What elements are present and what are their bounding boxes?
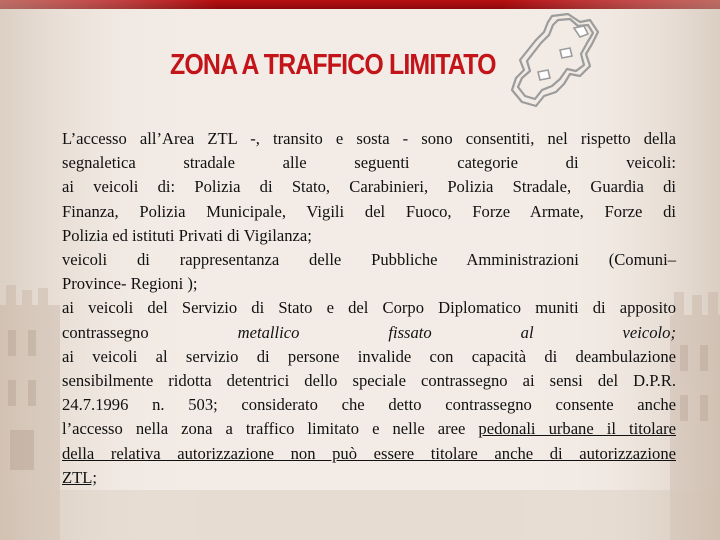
disabled-line-4-underlined: pedonali urbane il titolare: [478, 419, 676, 439]
page-title: ZONA A TRAFFICO LIMITATO: [170, 49, 496, 81]
disabled-line-2: sensibilmente ridotta detentrici dello speciale contrassegno ai sensi del D.P.R.: [62, 371, 676, 391]
disabled-line-4: [62, 417, 676, 441]
intro-line-1: L’accesso all’Area ZTL -, transito e sosta - sono consentiti, nel rispetto della: [62, 129, 676, 148]
administration-line-2: Province- Regioni );: [62, 274, 198, 294]
diplomatic-line-2-italic: metallico fissato al veicolo;: [237, 322, 676, 342]
disabled-line-6: ZTL;: [62, 467, 98, 487]
disabled-line-5: della relativa autorizzazione non può essere titolare anche di autorizzazione: [62, 443, 676, 463]
administration-line-1: veicoli di rappresentanza delle Pubbliche Amministrazioni (Comuni–: [62, 250, 676, 270]
disabled-line-4-plain: l’accesso nella zona a traffico limitato e nelle aree: [62, 419, 466, 439]
police-line-3: Polizia ed istituti Privati di Vigilanza;: [62, 225, 312, 245]
police-line-1: ai veicoli di: Polizia di Stato, Carabinieri, Polizia Stradale, Guardia di: [62, 177, 676, 197]
disabled-line-3: 24.7.1996 n. 503; considerato che detto contrassegno consente anche: [62, 395, 676, 415]
map-outline-icon: [500, 10, 612, 114]
disabled-line-1: ai veicoli al servizio di persone invalide con capacità di deambulazione: [62, 346, 676, 366]
intro-line-2: segnaletica stradale alle seguenti categorie di veicoli:: [62, 153, 676, 173]
diplomatic-line-2: [62, 321, 676, 345]
diplomatic-line-1: ai veicoli del Servizio di Stato e del Corpo Diplomatico muniti di apposito: [62, 298, 676, 318]
diplomatic-line-2-plain: contrassegno: [62, 322, 149, 342]
ztl-access-text: [62, 127, 676, 490]
police-line-2: Finanza, Polizia Municipale, Vigili del Fuoco, Forze Armate, Forze di: [62, 201, 676, 221]
